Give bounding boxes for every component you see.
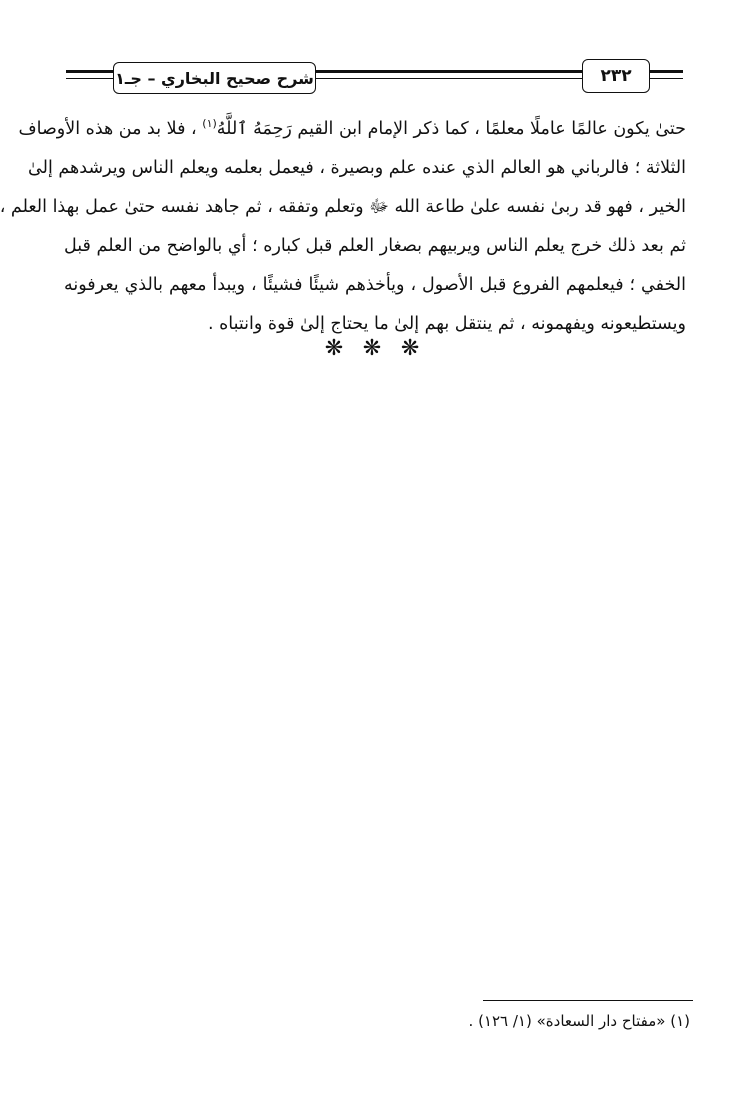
running-title [113,62,316,94]
main-text [0,110,686,344]
text-line-1 [18,110,686,149]
text-line-1-tail: ، فلا بد من هذه الأوصاف [18,119,203,139]
page-header [66,56,683,96]
page-number [582,59,650,93]
text-line-2: الثلاثة ؛ فالرباني هو العالم الذي عنده علم وبصيرة ، فيعمل بعلمه ويعلم الناس ويرشدهم إلىٰ [28,158,686,178]
footnote-ref-1: (١) [202,117,217,131]
page-number-text: ٢٣٢ [600,66,632,86]
text-line-1-main: حتىٰ يكون عالمًا عاملًا معلمًا ، كما ذكر الإمام ابن القيم رَحِمَهُ ٱللَّهُ [216,119,686,139]
text-line-3: الخير ، فهو قد ربىٰ نفسه علىٰ طاعة الله ﷻ وتعلم وتفقه ، ثم جاهد نفسه حتىٰ عمل بهذا العلم ، [0,197,686,217]
footnote-rule [483,1000,693,1001]
footnote-1: (١) «مفتاح دار السعادة» (١/ ١٢٦) . [468,1012,690,1030]
running-title-text: شرح صحيح البخاري – جـ١ [115,68,314,88]
section-separator: ❋ ❋ ❋ [324,336,426,361]
text-line-5: الخفي ؛ فيعلمهم الفروع قبل الأصول ، ويأخذهم شيئًا فشيئًا ، ويبدأ معهم بالذي يعرفونه [64,275,686,295]
text-line-4: ثم بعد ذلك خرج يعلم الناس ويربيهم بصغار العلم قبل كباره ؛ أي بالواضح من العلم قبل [64,236,686,256]
text-line-6: ويستطيعونه ويفهمونه ، ثم ينتقل بهم إلىٰ ما يحتاج إلىٰ قوة وانتباه . [207,314,686,334]
